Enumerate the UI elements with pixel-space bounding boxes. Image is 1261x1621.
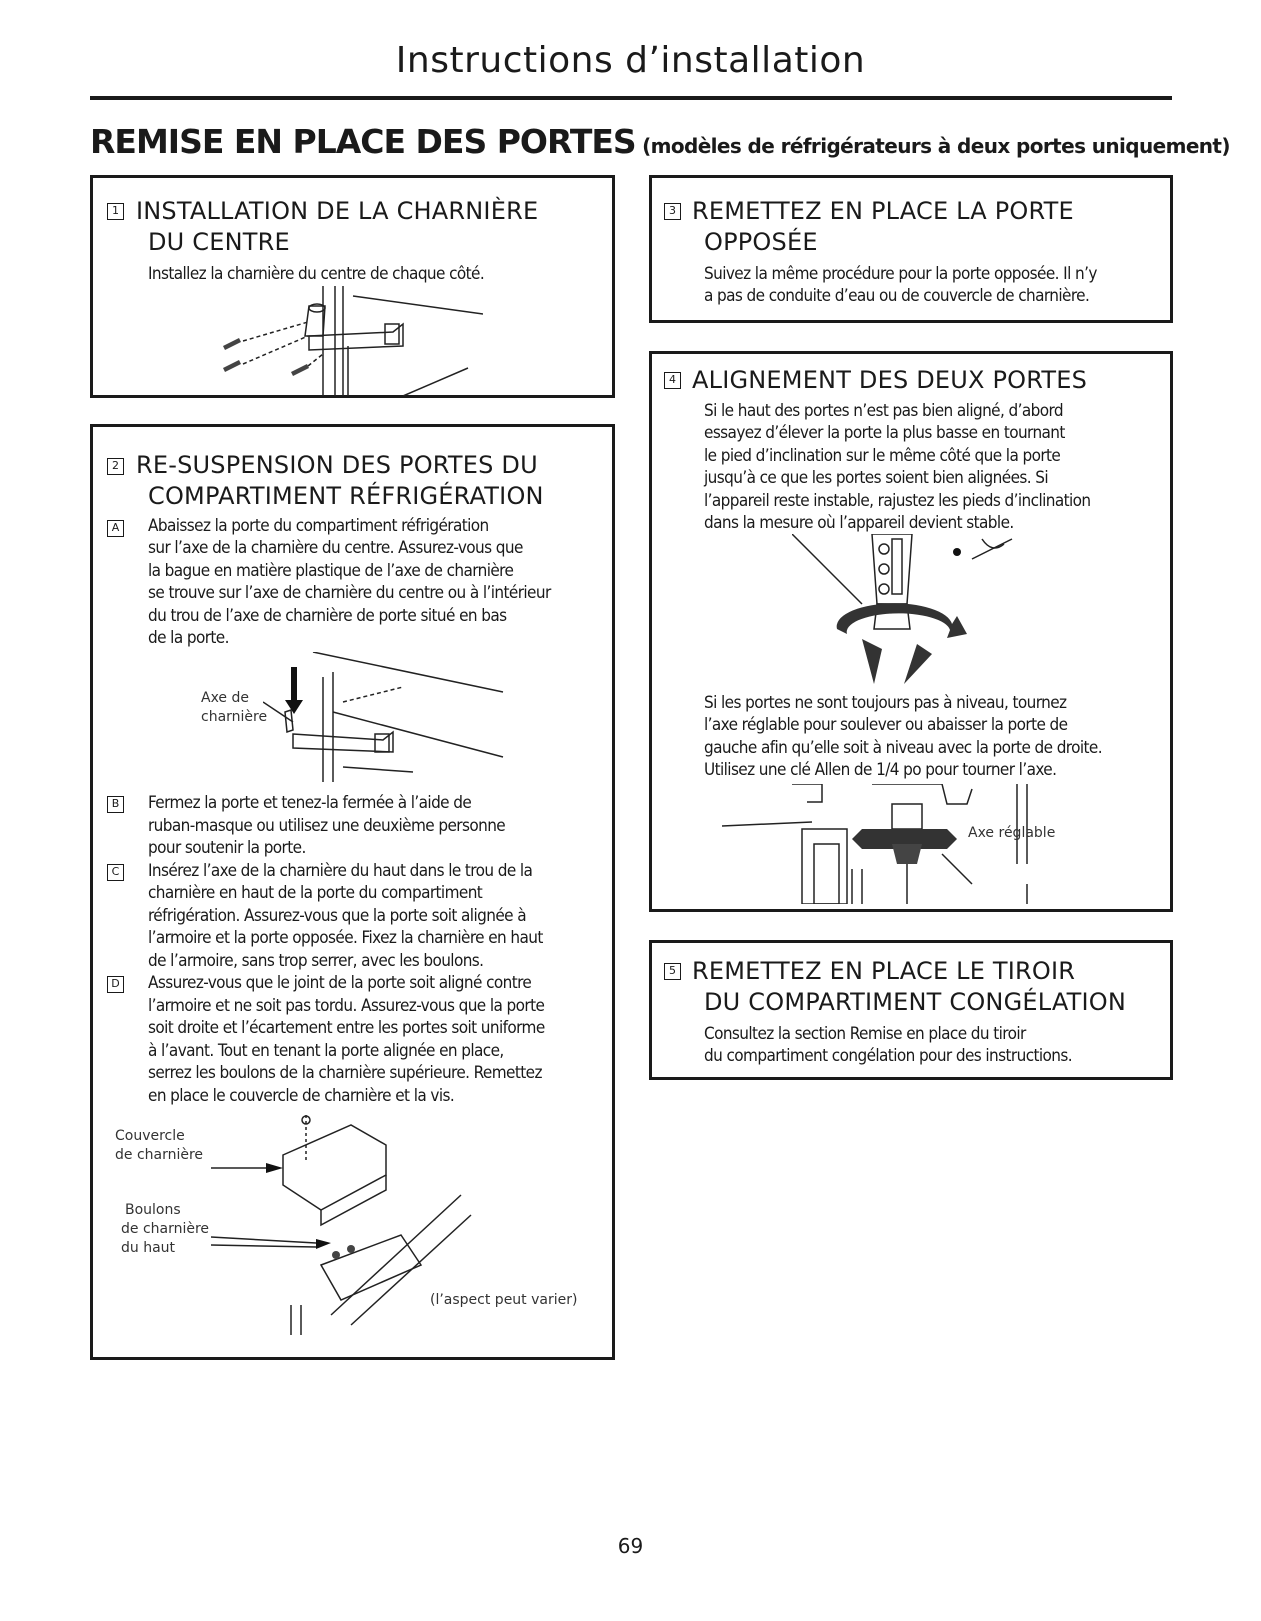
step4-line10: Utilisez une clé Allen de 1/4 po pour tourner l’axe. (704, 760, 1057, 780)
adjustable-axis-illustration (722, 784, 1052, 904)
step1-title-line2: DU CENTRE (148, 228, 290, 256)
step2-a-line4: se trouve sur l’axe de charnière du centre ou à l’intérieur (148, 583, 551, 603)
step1-title-line1: INSTALLATION DE LA CHARNIÈRE (136, 197, 539, 225)
step4-line2: essayez d’élever la porte la plus basse en tournant (704, 423, 1065, 443)
section-heading-sub: (modèles de réfrigérateurs à deux portes uniquement) (635, 134, 1230, 158)
axis-label: Axe réglable (968, 825, 1056, 841)
step3-title-line1: REMETTEZ EN PLACE LA PORTE (692, 197, 1074, 225)
step5-number: 5 (664, 963, 681, 980)
step1-box (90, 175, 615, 398)
step2-box (90, 424, 615, 1360)
section-heading-main: REMISE EN PLACE DES PORTES (90, 122, 636, 161)
cover-label-line1: Couvercle (115, 1128, 185, 1144)
step5-box (649, 940, 1173, 1080)
step5-title-line1: REMETTEZ EN PLACE LE TIROIR (692, 957, 1076, 985)
step4-line7: Si les portes ne sont toujours pas à niveau, tournez (704, 693, 1067, 713)
step4-line3: le pied d’inclination sur le même côté que la porte (704, 446, 1061, 466)
step2-d-letter: D (107, 976, 124, 993)
step4-line6: dans la mesure où l’appareil devient stable. (704, 513, 1014, 533)
step4-line5: l’appareil reste instable, rajustez les pieds d’inclination (704, 491, 1091, 511)
cover-label-line2: de charnière (115, 1147, 204, 1163)
step4-title: ALIGNEMENT DES DEUX PORTES (692, 366, 1088, 394)
door-lowering-illustration (263, 652, 523, 782)
step5-line2: du compartiment congélation pour des instructions. (704, 1046, 1073, 1066)
step2-a-letter: A (107, 520, 124, 537)
step2-b-line1: Fermez la porte et tenez-la fermée à l’aide de (148, 793, 472, 813)
step2-a-line5: du trou de l’axe de charnière de porte situé en bas (148, 606, 507, 626)
step2-d-line2: l’armoire et ne soit pas tordu. Assurez-vous que la porte (148, 996, 545, 1016)
step2-c-line2: charnière en haut de la porte du compartiment (148, 883, 483, 903)
step2-d-line5: serrez les boulons de la charnière supérieure. Remettez (148, 1063, 542, 1083)
step2-b-line3: pour soutenir la porte. (148, 838, 306, 858)
bolts-label-line3: du haut (121, 1240, 176, 1256)
step3-title-line2: OPPOSÉE (704, 228, 818, 256)
leveling-leg-illustration (792, 534, 1052, 689)
step2-title-line1: RE-SUSPENSION DES PORTES DU (136, 451, 538, 479)
step2-b-line2: ruban-masque ou utilisez une deuxième personne (148, 816, 506, 836)
step5-line1: Consultez la section Remise en place du tiroir (704, 1024, 1026, 1044)
step2-d-line1: Assurez-vous que le joint de la porte soit aligné contre (148, 973, 532, 993)
step4-box (649, 351, 1173, 912)
step2-c-line3: réfrigération. Assurez-vous que la porte soit alignée à (148, 906, 526, 926)
step2-d-line6: en place le couvercle de charnière et la vis. (148, 1086, 455, 1106)
bolts-label-line1: Boulons (125, 1202, 181, 1218)
step2-a-line3: la bague en matière plastique de l’axe de charnière (148, 561, 514, 581)
section-heading (90, 122, 1230, 161)
appearance-note: (l’aspect peut varier) (430, 1292, 578, 1308)
step4-line9: gauche afin qu’elle soit à niveau avec la porte de droite. (704, 738, 1102, 758)
center-hinge-illustration (213, 286, 483, 396)
bolts-label-line2: de charnière (121, 1221, 210, 1237)
step5-title-line2: DU COMPARTIMENT CONGÉLATION (704, 988, 1126, 1016)
step4-number: 4 (664, 372, 681, 389)
step3-line1: Suivez la même procédure pour la porte opposée. Il n’y (704, 264, 1097, 284)
step3-number: 3 (664, 203, 681, 220)
step2-d-line3: soit droite et l’écartement entre les portes soit uniforme (148, 1018, 545, 1038)
page-title: Instructions d’installation (395, 40, 866, 81)
step2-a-line6: de la porte. (148, 628, 229, 648)
step2-number: 2 (107, 458, 124, 475)
step1-number: 1 (107, 203, 124, 220)
step2-a-line2: sur l’axe de la charnière du centre. Assurez-vous que (148, 538, 523, 558)
title-rule (90, 96, 1172, 100)
step2-c-letter: C (107, 864, 124, 881)
step2-title-line2: COMPARTIMENT RÉFRIGÉRATION (148, 482, 544, 510)
step2-b-letter: B (107, 796, 124, 813)
step4-line1: Si le haut des portes n’est pas bien aligné, d’abord (704, 401, 1064, 421)
page-number: 69 (617, 1534, 644, 1558)
pin-label-line1: Axe de (201, 690, 249, 706)
step2-c-line1: Insérez l’axe de la charnière du haut dans le trou de la (148, 861, 533, 881)
step4-line8: l’axe réglable pour soulever ou abaisser la porte de (704, 715, 1068, 735)
step3-line2: a pas de conduite d’eau ou de couvercle de charnière. (704, 286, 1090, 306)
step2-d-line4: à l’avant. Tout en tenant la porte alignée en place, (148, 1041, 504, 1061)
step2-c-line4: l’armoire et la porte opposée. Fixez la charnière en haut (148, 928, 543, 948)
step3-box (649, 175, 1173, 323)
step1-text: Installez la charnière du centre de chaque côté. (148, 264, 485, 284)
step4-line4: jusqu’à ce que les portes soient bien alignées. Si (704, 468, 1049, 488)
pin-label-line2: charnière (201, 709, 268, 725)
step2-c-line5: de l’armoire, sans trop serrer, avec les boulons. (148, 951, 484, 971)
step2-a-line1: Abaissez la porte du compartiment réfrigération (148, 516, 489, 536)
